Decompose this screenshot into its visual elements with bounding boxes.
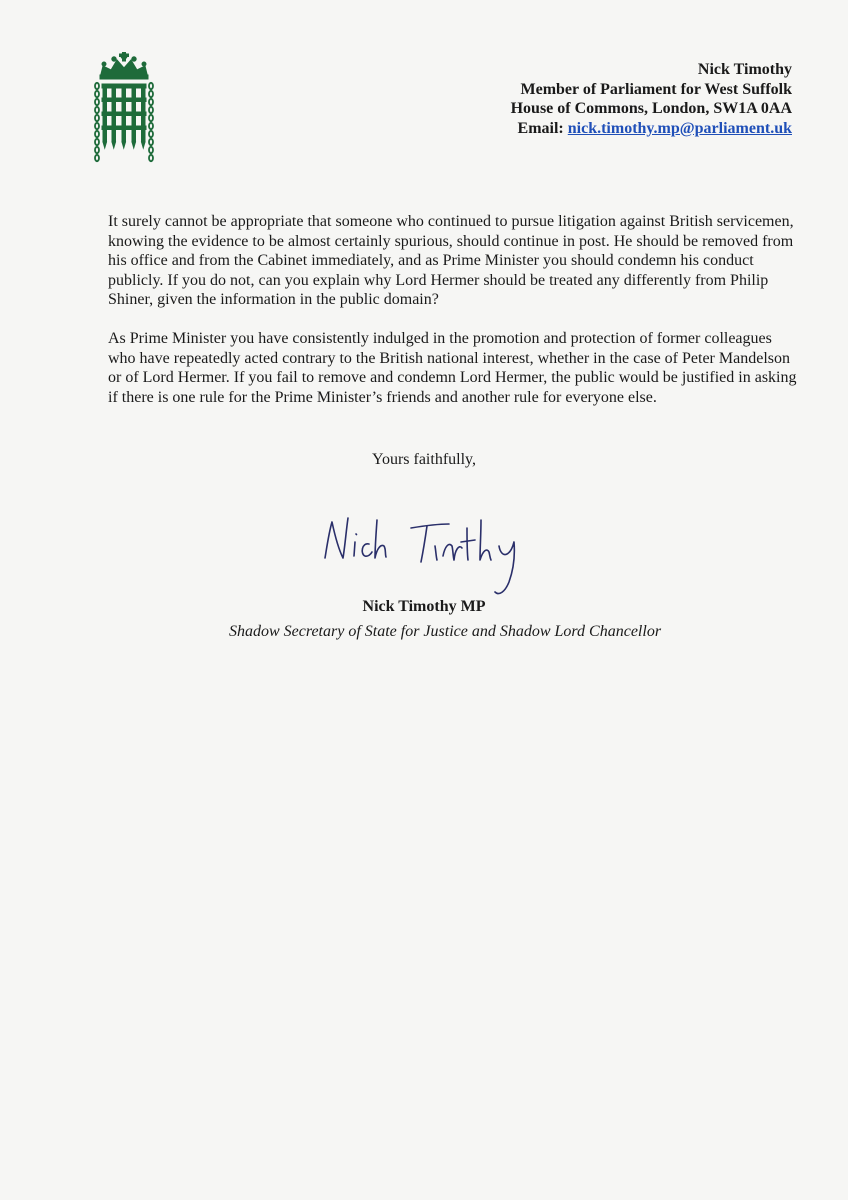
email-link[interactable]: nick.timothy.mp@parliament.uk: [567, 119, 792, 137]
email-label: Email:: [517, 119, 564, 137]
sender-name: Nick Timothy: [697, 61, 792, 78]
signatory-title: Shadow Secretary of State for Justice and Shadow Lord Chancellor: [228, 623, 662, 640]
valediction: Yours faithfully,: [371, 451, 476, 468]
letter-body: [108, 212, 798, 426]
sender-address: House of Commons, London, SW1A 0AA: [510, 100, 792, 117]
signatory-name: Nick Timothy MP: [362, 598, 486, 615]
sender-role: Member of Parliament for West Suffolk: [520, 80, 792, 98]
sender-email-line: [292, 119, 792, 139]
portcullis-icon: [93, 52, 155, 164]
letterhead: [292, 60, 792, 138]
body-paragraph-2: As Prime Minister you have consistently indulged in the promotion and protection of former colleagues who have repeatedly acted contrary to the British national interest, whether in the case of Peter Mandelson or of Lord Hermer. If you fail to remove and condemn Lord Hermer, the public would be justified in asking if there is one rule for the Prime Minister’s friends and another rule for everyone else.: [108, 329, 797, 406]
handwritten-signature: [315, 506, 545, 602]
body-paragraph-1: It surely cannot be appropriate that someone who continued to pursue litigation against British servicemen, knowing the evidence to be almost certainly spurious, should continue in post. He should be removed from his office and from the Cabinet immediately, and as Prime Minister you should condemn his conduct publicly. If you do not, can you explain why Lord Hermer should be treated any differently from Philip Shiner, given the information in the public domain?: [108, 213, 794, 309]
